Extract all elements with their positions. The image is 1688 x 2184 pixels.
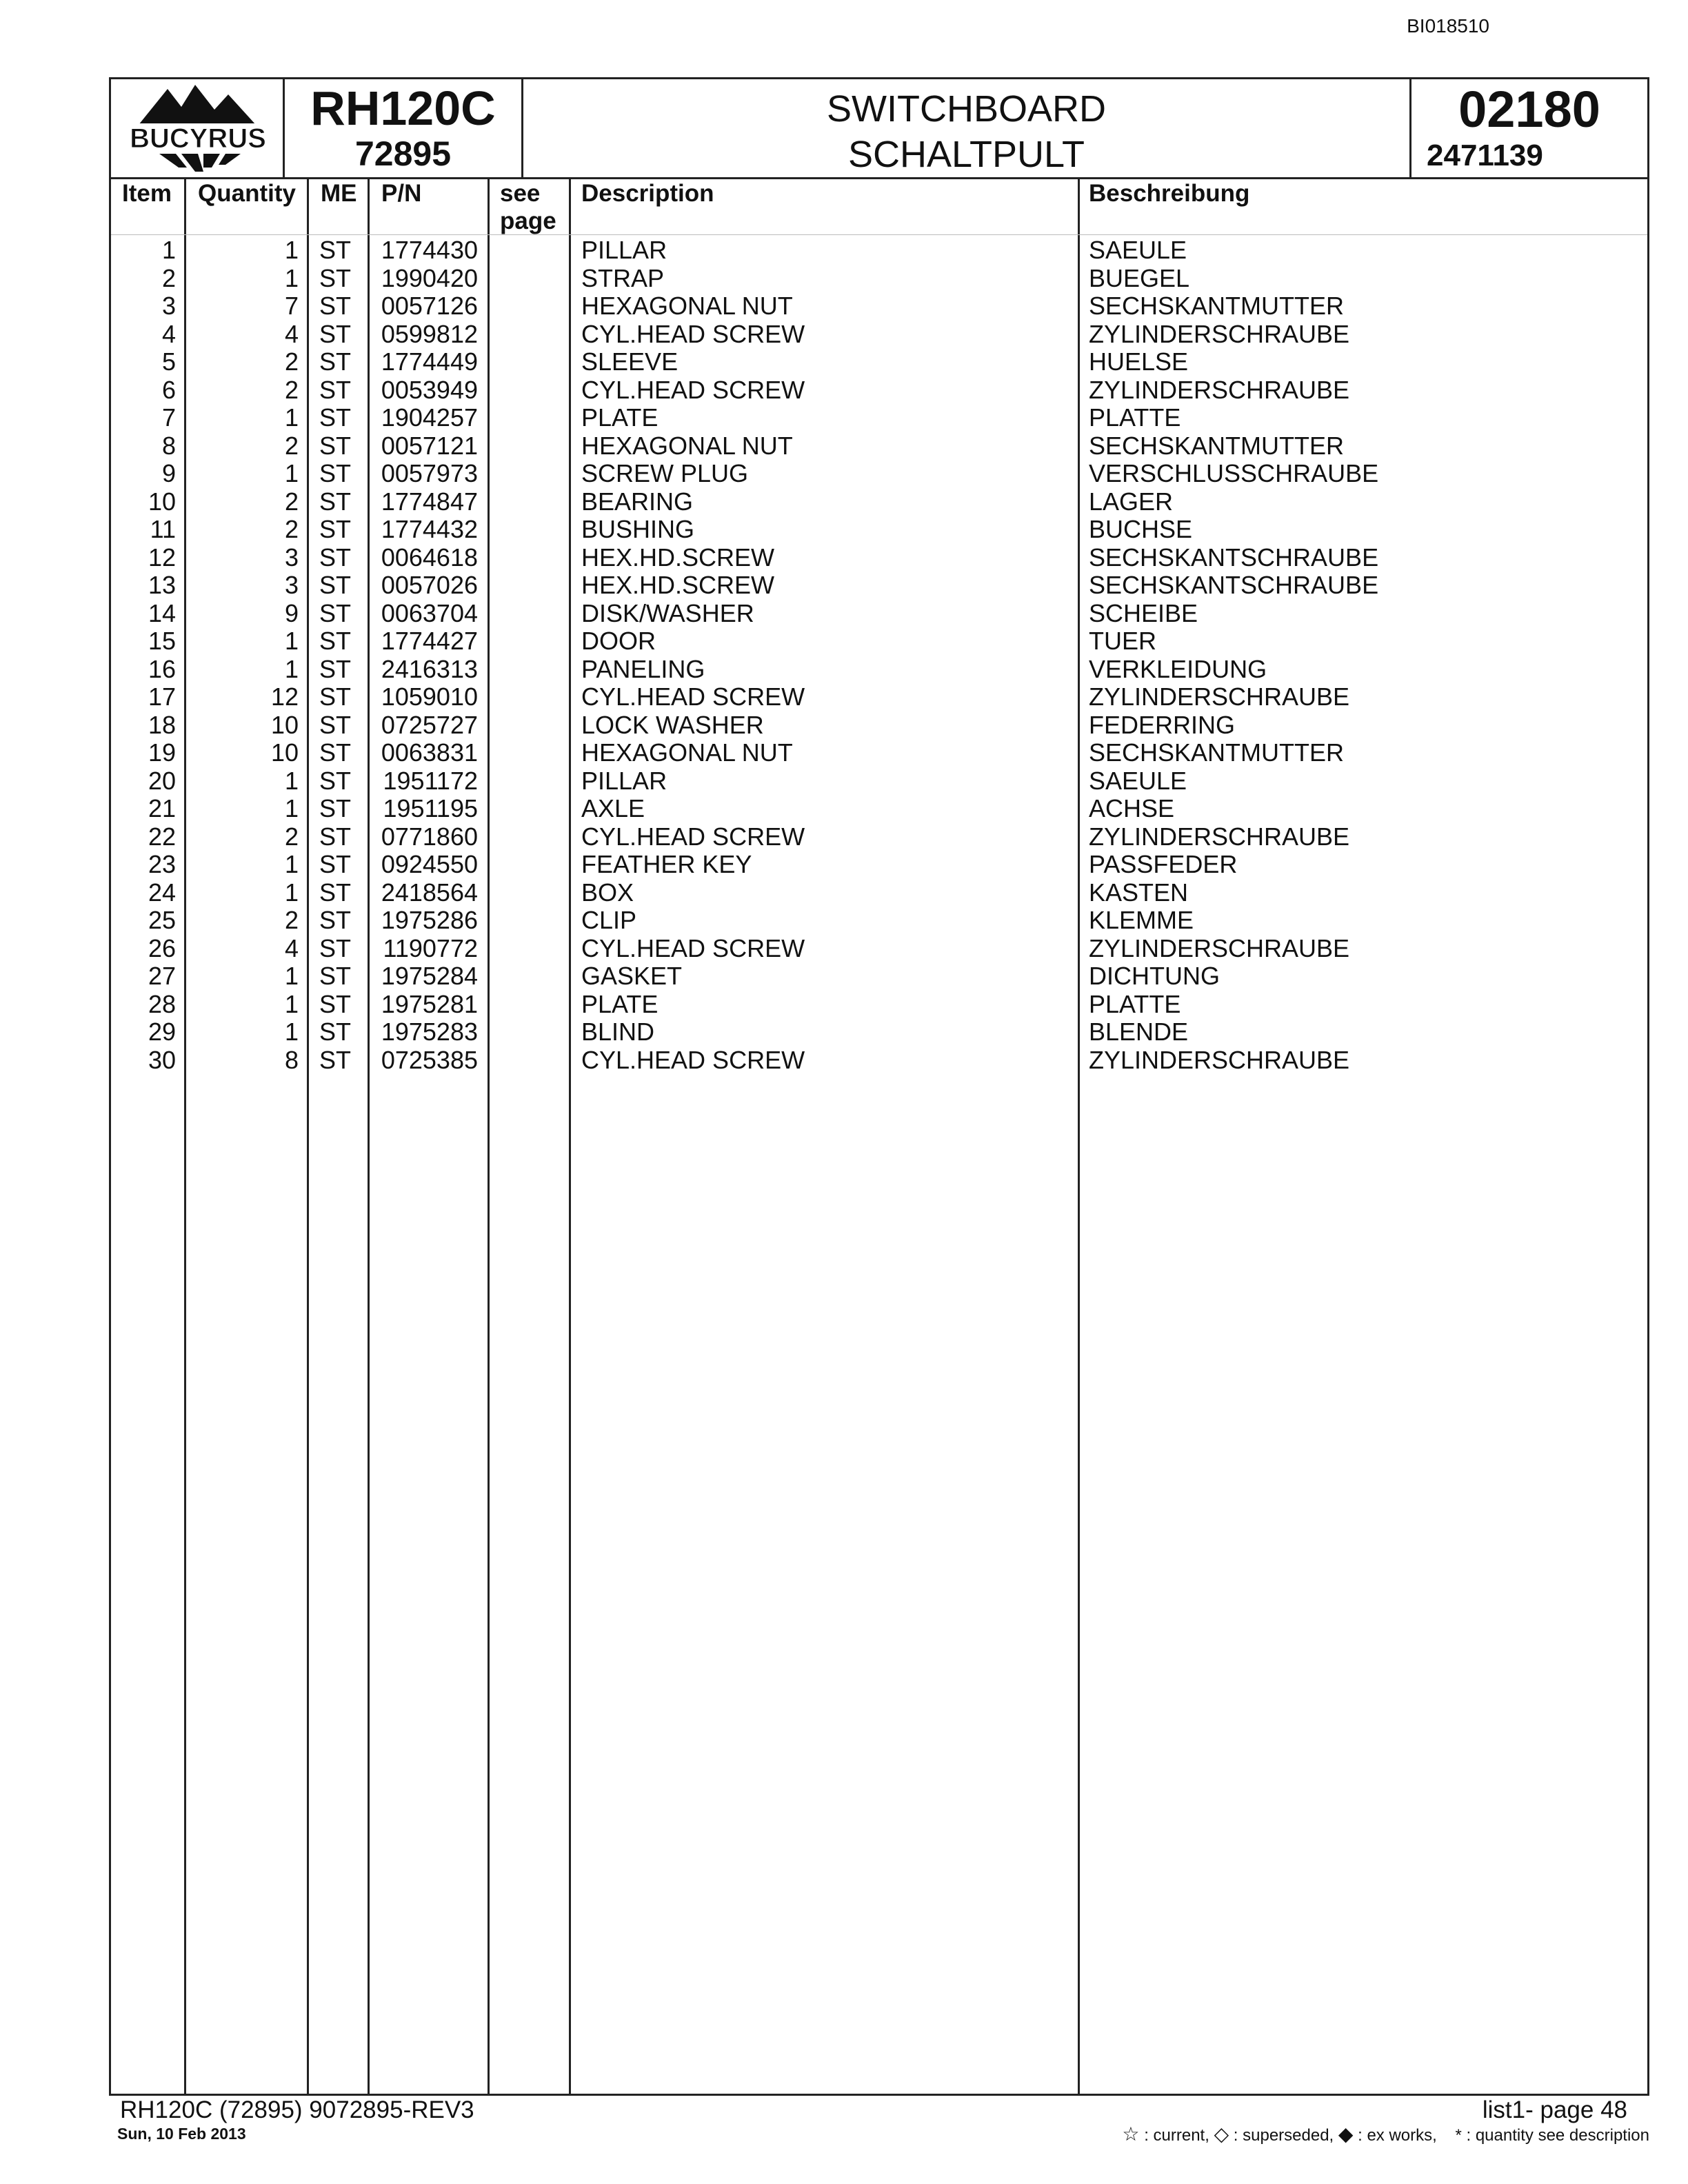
table-row	[111, 627, 1647, 656]
cell-description: PILLAR	[581, 236, 667, 264]
cell-me: ST	[319, 850, 352, 878]
cell-description: PILLAR	[581, 766, 667, 795]
cell-me: ST	[319, 263, 352, 292]
cell-quantity: 1	[284, 989, 299, 1018]
cell-beschreibung: SECHSKANTMUTTER	[1089, 292, 1345, 320]
cell-description: STRAP	[581, 263, 665, 292]
table-row	[111, 795, 1647, 823]
cell-item: 4	[161, 319, 176, 348]
table-row	[111, 767, 1647, 796]
cell-beschreibung: ZYLINDERSCHRAUBE	[1089, 1045, 1350, 1074]
cell-beschreibung: TUER	[1089, 627, 1156, 655]
svg-text:BUCYRUS: BUCYRUS	[130, 123, 266, 154]
cell-pn: 0063831	[381, 738, 478, 767]
table-row	[111, 432, 1647, 461]
cell-beschreibung: SECHSKANTMUTTER	[1089, 431, 1345, 460]
header-description: Description	[581, 180, 714, 207]
cell-me: ST	[319, 989, 352, 1018]
cell-pn: 0057973	[381, 459, 478, 487]
cell-quantity: 2	[284, 822, 299, 851]
cell-me: ST	[319, 515, 352, 543]
cell-quantity: 3	[284, 571, 299, 599]
cell-me: ST	[319, 766, 352, 795]
header-page: page	[500, 208, 556, 234]
cell-pn: 0771860	[381, 822, 478, 851]
table-row	[111, 991, 1647, 1019]
cell-description: PLATE	[581, 403, 659, 432]
cell-description: PLATE	[581, 989, 659, 1018]
cell-me: ST	[319, 682, 352, 711]
table-row	[111, 460, 1647, 488]
cell-item: 23	[148, 850, 176, 878]
cell-beschreibung: SAEULE	[1089, 236, 1187, 264]
cell-description: AXLE	[581, 794, 645, 822]
cell-beschreibung: SCHEIBE	[1089, 598, 1198, 627]
cell-me: ST	[319, 487, 352, 516]
table-row	[111, 544, 1647, 572]
diamond-outline-icon: ◇	[1214, 2123, 1229, 2145]
cell-pn: 1774430	[381, 236, 478, 264]
cell-me: ST	[319, 654, 352, 683]
cell-me: ST	[319, 319, 352, 348]
table-row	[111, 851, 1647, 879]
cell-item: 20	[148, 766, 176, 795]
cell-me: ST	[319, 375, 352, 404]
table-row	[111, 236, 1647, 265]
cell-pn: 0725727	[381, 710, 478, 739]
cell-description: HEXAGONAL NUT	[581, 431, 793, 460]
cell-beschreibung: LAGER	[1089, 487, 1174, 516]
cell-beschreibung: BUEGEL	[1089, 263, 1190, 292]
table-row	[111, 516, 1647, 544]
cell-description: HEX.HD.SCREW	[581, 571, 775, 599]
cell-me: ST	[319, 403, 352, 432]
drawing-number: 2471139	[1427, 139, 1543, 172]
cell-me: ST	[319, 347, 352, 376]
cell-beschreibung: VERKLEIDUNG	[1089, 654, 1267, 683]
table-row	[111, 572, 1647, 600]
asterisk-icon: *	[1455, 2126, 1462, 2145]
cell-item: 27	[148, 962, 176, 990]
cell-pn: 1190772	[383, 933, 478, 962]
cell-description: BOX	[581, 878, 634, 907]
cell-pn: 1774427	[381, 627, 478, 655]
group-number: 02180	[1458, 81, 1600, 138]
cell-description: BLIND	[581, 1018, 655, 1046]
cell-description: GASKET	[581, 962, 683, 990]
header-beschreibung: Beschreibung	[1089, 180, 1250, 207]
cell-pn: 0057026	[381, 571, 478, 599]
legend-superseded: : superseded,	[1233, 2126, 1334, 2145]
document-id: BI018510	[1407, 15, 1489, 37]
parts-list-frame	[109, 77, 1649, 2096]
cell-me: ST	[319, 962, 352, 990]
cell-quantity: 10	[270, 710, 299, 739]
cell-item: 6	[161, 375, 176, 404]
cell-beschreibung: ZYLINDERSCHRAUBE	[1089, 682, 1350, 711]
cell-pn: 1059010	[381, 682, 478, 711]
cell-item: 2	[161, 263, 176, 292]
table-header	[111, 179, 1647, 235]
cell-beschreibung: SECHSKANTMUTTER	[1089, 738, 1345, 767]
cell-item: 9	[161, 459, 176, 487]
cell-quantity: 1	[284, 850, 299, 878]
number-cell	[1411, 79, 1647, 177]
cell-quantity: 7	[284, 292, 299, 320]
cell-me: ST	[319, 794, 352, 822]
cell-me: ST	[319, 459, 352, 487]
model-cell	[285, 79, 523, 177]
cell-item: 3	[161, 292, 176, 320]
cell-description: DOOR	[581, 627, 656, 655]
cell-item: 21	[148, 794, 176, 822]
legend-current: : current,	[1144, 2126, 1209, 2145]
cell-beschreibung: ACHSE	[1089, 794, 1175, 822]
cell-me: ST	[319, 598, 352, 627]
cell-beschreibung: SAEULE	[1089, 766, 1187, 795]
cell-item: 10	[148, 487, 176, 516]
cell-me: ST	[319, 710, 352, 739]
cell-item: 11	[150, 515, 176, 543]
cell-beschreibung: ZYLINDERSCHRAUBE	[1089, 319, 1350, 348]
cell-quantity: 1	[284, 263, 299, 292]
cell-item: 13	[148, 571, 176, 599]
footer-date: Sun, 10 Feb 2013	[117, 2125, 246, 2143]
serial-number: 72895	[354, 134, 452, 173]
cell-item: 30	[148, 1045, 176, 1074]
cell-pn: 0053949	[381, 375, 478, 404]
cell-item: 18	[148, 710, 176, 739]
cell-quantity: 4	[284, 319, 299, 348]
table-row	[111, 907, 1647, 935]
cell-pn: 0064618	[381, 543, 478, 572]
table-row	[111, 683, 1647, 711]
cell-description: PANELING	[581, 654, 705, 683]
diamond-filled-icon: ◆	[1338, 2123, 1354, 2145]
cell-description: CYL.HEAD SCREW	[581, 1045, 805, 1074]
cell-pn: 0063704	[381, 598, 478, 627]
cell-pn: 1975284	[381, 962, 478, 990]
cell-beschreibung: VERSCHLUSSCHRAUBE	[1089, 459, 1379, 487]
cell-description: CYL.HEAD SCREW	[581, 933, 805, 962]
table-row	[111, 935, 1647, 963]
cell-pn: 0057121	[381, 431, 478, 460]
logo-cell	[111, 79, 285, 177]
cell-pn: 1975281	[381, 989, 478, 1018]
footer-document-reference: RH120C (72895) 9072895-REV3	[120, 2096, 474, 2123]
cell-quantity: 1	[284, 766, 299, 795]
cell-description: HEXAGONAL NUT	[581, 292, 793, 320]
table-row	[111, 1018, 1647, 1046]
cell-pn: 1774449	[381, 347, 478, 376]
table-row	[111, 962, 1647, 991]
cell-me: ST	[319, 933, 352, 962]
cell-pn: 1774847	[381, 487, 478, 516]
cell-beschreibung: BLENDE	[1089, 1018, 1189, 1046]
cell-beschreibung: KLEMME	[1089, 906, 1194, 934]
cell-quantity: 1	[284, 962, 299, 990]
cell-beschreibung: ZYLINDERSCHRAUBE	[1089, 822, 1350, 851]
cell-description: CLIP	[581, 906, 637, 934]
header-item: Item	[122, 180, 172, 207]
cell-item: 12	[148, 543, 176, 572]
cell-item: 28	[148, 989, 176, 1018]
header-block	[111, 79, 1647, 179]
cell-me: ST	[319, 878, 352, 907]
cell-me: ST	[319, 543, 352, 572]
cell-pn: 0725385	[381, 1045, 478, 1074]
cell-quantity: 2	[284, 906, 299, 934]
cell-quantity: 1	[284, 627, 299, 655]
cell-item: 24	[148, 878, 176, 907]
cell-beschreibung: PASSFEDER	[1089, 850, 1238, 878]
cell-item: 29	[148, 1018, 176, 1046]
cell-pn: 1774432	[381, 515, 478, 543]
cell-quantity: 1	[284, 794, 299, 822]
cell-beschreibung: PLATTE	[1089, 989, 1181, 1018]
cell-item: 16	[148, 654, 176, 683]
cell-quantity: 3	[284, 543, 299, 572]
cell-beschreibung: SECHSKANTSCHRAUBE	[1089, 543, 1379, 572]
cell-beschreibung: SECHSKANTSCHRAUBE	[1089, 571, 1379, 599]
star-icon: ☆	[1122, 2123, 1140, 2145]
cell-description: CYL.HEAD SCREW	[581, 319, 805, 348]
cell-quantity: 2	[284, 431, 299, 460]
table-row	[111, 376, 1647, 405]
bucyrus-logo-icon	[118, 82, 278, 176]
table-row	[111, 600, 1647, 628]
cell-me: ST	[319, 292, 352, 320]
cell-item: 25	[148, 906, 176, 934]
cell-item: 5	[161, 347, 176, 376]
legend-ex-works: : ex works,	[1358, 2126, 1437, 2145]
cell-beschreibung: ZYLINDERSCHRAUBE	[1089, 933, 1350, 962]
cell-quantity: 1	[284, 403, 299, 432]
header-see: see	[500, 180, 541, 207]
cell-description: LOCK WASHER	[581, 710, 764, 739]
cell-quantity: 10	[270, 738, 299, 767]
legend-quantity: : quantity see description	[1466, 2126, 1649, 2145]
cell-quantity: 2	[284, 515, 299, 543]
cell-description: BEARING	[581, 487, 694, 516]
cell-pn: 1951172	[383, 766, 478, 795]
cell-pn: 1975286	[381, 906, 478, 934]
cell-description: HEX.HD.SCREW	[581, 543, 775, 572]
cell-description: BUSHING	[581, 515, 695, 543]
cell-item: 7	[161, 403, 176, 432]
table-row	[111, 879, 1647, 907]
cell-quantity: 8	[284, 1045, 299, 1074]
cell-me: ST	[319, 236, 352, 264]
cell-item: 1	[161, 236, 176, 264]
cell-description: SCREW PLUG	[581, 459, 749, 487]
cell-me: ST	[319, 1045, 352, 1074]
table-row	[111, 348, 1647, 376]
cell-quantity: 1	[284, 654, 299, 683]
cell-quantity: 1	[284, 236, 299, 264]
header-pn: P/N	[381, 180, 422, 207]
cell-me: ST	[319, 431, 352, 460]
cell-item: 19	[148, 738, 176, 767]
cell-quantity: 2	[284, 375, 299, 404]
table-row	[111, 404, 1647, 432]
cell-beschreibung: KASTEN	[1089, 878, 1189, 907]
table-row	[111, 739, 1647, 767]
cell-beschreibung: HUELSE	[1089, 347, 1189, 376]
table-row	[111, 292, 1647, 321]
header-quantity: Quantity	[198, 180, 296, 207]
cell-item: 14	[148, 598, 176, 627]
cell-quantity: 1	[284, 459, 299, 487]
cell-quantity: 2	[284, 347, 299, 376]
cell-quantity: 9	[284, 598, 299, 627]
cell-beschreibung: PLATTE	[1089, 403, 1181, 432]
cell-quantity: 1	[284, 1018, 299, 1046]
cell-pn: 0599812	[381, 319, 478, 348]
cell-me: ST	[319, 571, 352, 599]
title-english: SWITCHBOARD	[827, 88, 1106, 130]
cell-description: CYL.HEAD SCREW	[581, 375, 805, 404]
cell-me: ST	[319, 906, 352, 934]
cell-description: CYL.HEAD SCREW	[581, 682, 805, 711]
cell-pn: 1990420	[381, 263, 478, 292]
cell-me: ST	[319, 822, 352, 851]
cell-quantity: 4	[284, 933, 299, 962]
footer-page-label: list1- page 48	[1482, 2096, 1627, 2123]
cell-beschreibung: DICHTUNG	[1089, 962, 1220, 990]
cell-description: HEXAGONAL NUT	[581, 738, 793, 767]
cell-pn: 0924550	[381, 850, 478, 878]
table-row	[111, 1046, 1647, 1075]
cell-me: ST	[319, 627, 352, 655]
cell-beschreibung: ZYLINDERSCHRAUBE	[1089, 375, 1350, 404]
cell-pn: 2416313	[381, 654, 478, 683]
header-me: ME	[321, 180, 357, 207]
title-german: SCHALTPULT	[847, 134, 1085, 175]
cell-item: 17	[148, 682, 176, 711]
cell-me: ST	[319, 1018, 352, 1046]
cell-pn: 1975283	[381, 1018, 478, 1046]
model-name: RH120C	[310, 81, 496, 135]
cell-item: 15	[148, 627, 176, 655]
cell-quantity: 12	[270, 682, 299, 711]
title-cell	[523, 79, 1411, 177]
cell-description: SLEEVE	[581, 347, 679, 376]
cell-quantity: 2	[284, 487, 299, 516]
cell-item: 26	[148, 933, 176, 962]
table-row	[111, 711, 1647, 740]
cell-me: ST	[319, 738, 352, 767]
cell-item: 22	[148, 822, 176, 851]
table-row	[111, 488, 1647, 516]
cell-item: 8	[161, 431, 176, 460]
table-row	[111, 656, 1647, 684]
table-row	[111, 823, 1647, 851]
cell-description: CYL.HEAD SCREW	[581, 822, 805, 851]
symbol-legend	[1122, 2123, 1649, 2147]
cell-pn: 2418564	[381, 878, 478, 907]
cell-beschreibung: FEDERRING	[1089, 710, 1236, 739]
cell-pn: 1951195	[383, 794, 478, 822]
table-row	[111, 321, 1647, 349]
cell-pn: 1904257	[381, 403, 478, 432]
cell-description: DISK/WASHER	[581, 598, 754, 627]
cell-pn: 0057126	[381, 292, 478, 320]
cell-beschreibung: BUCHSE	[1089, 515, 1193, 543]
cell-description: FEATHER KEY	[581, 850, 752, 878]
cell-quantity: 1	[284, 878, 299, 907]
table-row	[111, 265, 1647, 293]
